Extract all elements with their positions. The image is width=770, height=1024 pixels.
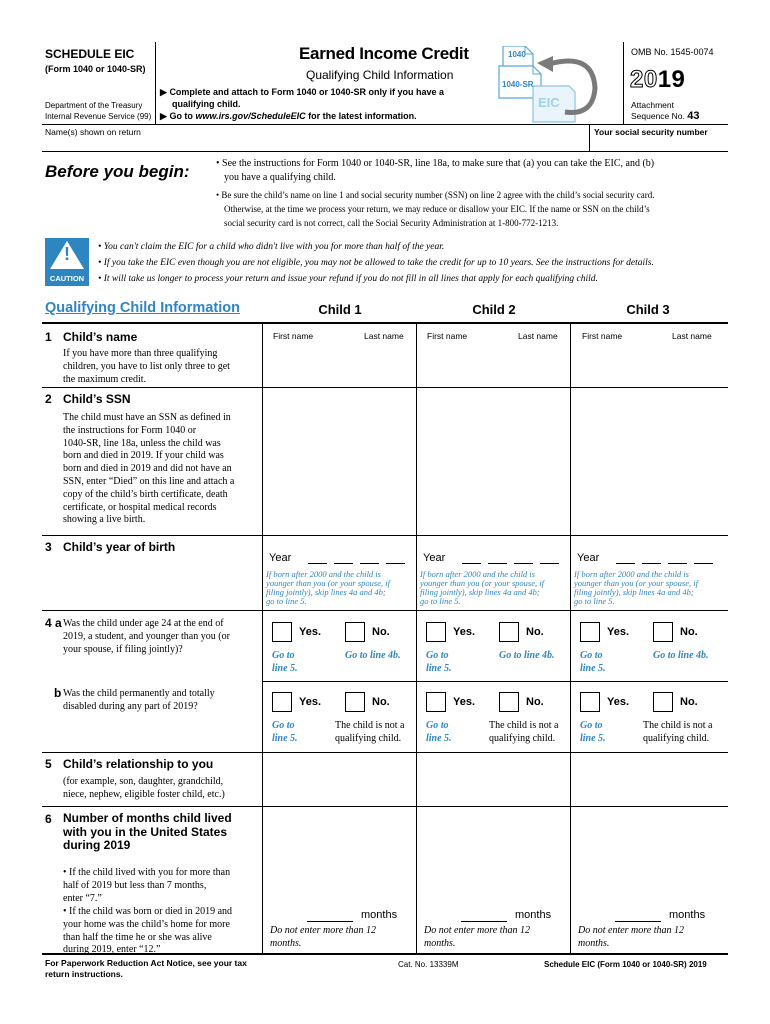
child-2-4a-yes-checkbox[interactable] bbox=[426, 622, 446, 642]
child-1-4a-goto-4b: Go to line 4b. bbox=[345, 650, 401, 661]
logo-1040sr-label: 1040-SR bbox=[502, 80, 534, 89]
line-3-title: Child’s year of birth bbox=[63, 540, 176, 554]
logo-1040-label: 1040 bbox=[508, 50, 526, 59]
ssn-divider bbox=[589, 124, 590, 152]
child-3-year-digit-3[interactable] bbox=[668, 563, 687, 564]
irs-website-link[interactable]: www.irs.gov/ScheduleEIC bbox=[195, 111, 306, 121]
child-3-4b-no-checkbox[interactable] bbox=[653, 692, 673, 712]
row-rule-2 bbox=[42, 535, 728, 536]
child-2-4a-no-checkbox[interactable] bbox=[499, 622, 519, 642]
caution-bullet-1: • You can't claim the EIC for a child who didn't live with you for more than half of the year. bbox=[98, 242, 445, 252]
child-2-4b-goto-5: Go to line 5. bbox=[426, 720, 452, 744]
child-2-4b-yes-label: Yes. bbox=[453, 696, 476, 708]
child-1-year-digit-2[interactable] bbox=[334, 563, 353, 564]
child-3-4b-not-qualifying: The child is not a qualifying child. bbox=[643, 720, 713, 744]
child-1-4b-not-qualifying: The child is not a qualifying child. bbox=[335, 720, 405, 744]
child-1-name-field[interactable] bbox=[266, 343, 412, 383]
child-2-4b-no-label: No. bbox=[526, 696, 544, 708]
logo-eic-label: EIC bbox=[538, 95, 560, 110]
child-2-year-digit-3[interactable] bbox=[514, 563, 533, 564]
caution-bullet-2: • If you take the EIC even though you are not eligible, you may not be allowed to take the credit for up to 10 years. See the instructions for details. bbox=[98, 258, 654, 268]
child-2-last-name-label: Last name bbox=[518, 331, 558, 341]
child-3-last-name-label: Last name bbox=[672, 331, 712, 341]
sequence-label: Sequence No. 43 bbox=[631, 110, 700, 122]
instruction-attach-cont: qualifying child. bbox=[172, 99, 241, 109]
child-1-4b-yes-label: Yes. bbox=[299, 696, 322, 708]
paperwork-notice-cont: return instructions. bbox=[45, 969, 123, 979]
paperwork-notice: For Paperwork Reduction Act Notice, see your tax bbox=[45, 958, 247, 968]
child-2-first-name-label: First name bbox=[427, 331, 468, 341]
line-4b-text: Was the child permanently and totally disabled during any part of 2019? bbox=[63, 688, 215, 712]
child-2-months-note: Do not enter more than 12 months. bbox=[424, 925, 531, 949]
department-label: Department of the Treasury bbox=[45, 101, 143, 110]
child-2-year-digit-2[interactable] bbox=[488, 563, 507, 564]
child-2-year-digit-4[interactable] bbox=[540, 563, 559, 564]
qualifying-child-section-title: Qualifying Child Information bbox=[45, 300, 240, 316]
triangle-bullet-icon: ▶ bbox=[160, 111, 167, 121]
form-title: Earned Income Credit bbox=[299, 44, 469, 63]
child-1-4b-no-label: No. bbox=[372, 696, 390, 708]
child-2-header: Child 2 bbox=[472, 302, 516, 317]
child-2-relationship-field[interactable] bbox=[420, 757, 566, 802]
line-5-number: 5 bbox=[45, 757, 52, 771]
child-3-4a-yes-label: Yes. bbox=[607, 626, 630, 638]
caution-bullet-3: • It will take us longer to process your return and issue your refund if you do not fill in all lines that apply for each qualifying child. bbox=[98, 274, 598, 284]
child-1-last-name-label: Last name bbox=[364, 331, 404, 341]
child-1-ssn-field[interactable] bbox=[266, 392, 412, 530]
child-3-year-note: If born after 2000 and the child is younger than you (or your spouse, if filing jointly), skip lines 4a and 4b; go to line 5. bbox=[574, 569, 698, 606]
child-3-year-digit-4[interactable] bbox=[694, 563, 713, 564]
line-5-text: (for example, son, daughter, grandchild, niece, nephew, eligible foster child, etc.) bbox=[63, 776, 225, 800]
irs-label: Internal Revenue Service (99) bbox=[45, 112, 152, 121]
child-2-year-digit-1[interactable] bbox=[462, 563, 481, 564]
child-1-4a-yes-checkbox[interactable] bbox=[272, 622, 292, 642]
names-shown-field[interactable] bbox=[45, 137, 586, 149]
child-3-4b-yes-label: Yes. bbox=[607, 696, 630, 708]
child-2-4b-no-checkbox[interactable] bbox=[499, 692, 519, 712]
child-3-4a-goto-5: Go to line 5. bbox=[580, 650, 606, 674]
child-2-ssn-field[interactable] bbox=[420, 392, 566, 530]
child-2-name-field[interactable] bbox=[420, 343, 566, 383]
schedule-name: SCHEDULE EIC bbox=[45, 47, 135, 61]
child-2-4b-yes-checkbox[interactable] bbox=[426, 692, 446, 712]
child-3-year-digit-2[interactable] bbox=[642, 563, 661, 564]
before-bullet-2-cont2: social security card is not correct, call the Social Security Administration at 1-800-772-1213. bbox=[224, 218, 559, 228]
instruction-attach: ▶ Complete and attach to Form 1040 or 1040-SR only if you have a bbox=[160, 87, 445, 97]
child-1-year-digit-1[interactable] bbox=[308, 563, 327, 564]
child-3-year-label: Year bbox=[577, 552, 600, 564]
child-1-4b-yes-checkbox[interactable] bbox=[272, 692, 292, 712]
line-1-title: Child’s name bbox=[63, 330, 138, 344]
child-1-4b-no-checkbox[interactable] bbox=[345, 692, 365, 712]
attachment-label: Attachment bbox=[631, 100, 674, 110]
column-line-3 bbox=[570, 323, 571, 953]
row-rule-1 bbox=[42, 387, 728, 388]
line-6-bullet-1: • If the child lived with you for more than half of 2019 but less than 7 months, enter “7.” bbox=[63, 867, 231, 904]
column-line-2 bbox=[416, 323, 417, 953]
child-1-months-note: Do not enter more than 12 months. bbox=[270, 925, 377, 949]
child-2-4a-yes-label: Yes. bbox=[453, 626, 476, 638]
child-1-year-digit-3[interactable] bbox=[360, 563, 379, 564]
caution-exclamation: ! bbox=[64, 244, 70, 264]
child-3-name-field[interactable] bbox=[574, 343, 724, 383]
child-3-4a-no-checkbox[interactable] bbox=[653, 622, 673, 642]
child-3-header: Child 3 bbox=[626, 302, 670, 317]
omb-number: OMB No. 1545-0074 bbox=[631, 47, 714, 57]
caution-box bbox=[45, 238, 89, 286]
child-2-4a-no-label: No. bbox=[526, 626, 544, 638]
line-5-title: Child’s relationship to you bbox=[63, 757, 214, 771]
child-2-4a-goto-4b: Go to line 4b. bbox=[499, 650, 555, 661]
child-2-year-note: If born after 2000 and the child is younger than you (or your spouse, if filing jointly), skip lines 4a and 4b; go to line 5. bbox=[420, 569, 544, 606]
child-2-4b-not-qualifying: The child is not a qualifying child. bbox=[489, 720, 559, 744]
child-3-months-note: Do not enter more than 12 months. bbox=[578, 925, 685, 949]
child-3-months-field[interactable] bbox=[615, 921, 661, 922]
line-4a-text: Was the child under age 24 at the end of 2019, a student, and younger than you (or your spouse, if filing jointly)? bbox=[63, 618, 230, 655]
child-1-year-note: If born after 2000 and the child is younger than you (or your spouse, if filing jointly), skip lines 4a and 4b; go to line 5. bbox=[266, 569, 390, 606]
child-2-4a-goto-5: Go to line 5. bbox=[426, 650, 452, 674]
child-1-header: Child 1 bbox=[318, 302, 362, 317]
line-1-number: 1 bbox=[45, 330, 52, 344]
header-divider-right bbox=[623, 42, 624, 124]
catalog-number: Cat. No. 13339M bbox=[398, 960, 459, 969]
child-1-months-label: months bbox=[361, 909, 398, 921]
child-1-first-name-label: First name bbox=[273, 331, 314, 341]
child-1-months-field[interactable] bbox=[307, 921, 353, 922]
column-line-1 bbox=[262, 323, 263, 953]
line-2-number: 2 bbox=[45, 392, 52, 406]
child-1-year-label: Year bbox=[269, 552, 292, 564]
child-1-4a-no-label: No. bbox=[372, 626, 390, 638]
row-rule-4a bbox=[262, 681, 728, 682]
line-6-title: Number of months child lived with you in the United States during 2019 bbox=[63, 811, 232, 852]
row-rule-3 bbox=[42, 610, 728, 611]
child-3-4a-goto-4b: Go to line 4b. bbox=[653, 650, 709, 661]
row-rule-4b bbox=[42, 752, 728, 753]
before-you-begin-heading: Before you begin: bbox=[45, 162, 190, 181]
form-reference: (Form 1040 or 1040-SR) bbox=[45, 64, 146, 74]
names-shown-label: Name(s) shown on return bbox=[45, 127, 141, 137]
child-1-4a-yes-label: Yes. bbox=[299, 626, 322, 638]
child-2-months-label: months bbox=[515, 909, 552, 921]
ssn-label: Your social security number bbox=[594, 127, 708, 137]
child-3-relationship-field[interactable] bbox=[574, 757, 724, 802]
line-4a-number: 4 a bbox=[45, 616, 62, 630]
before-bullet-1-cont: you have a qualifying child. bbox=[224, 172, 336, 183]
triangle-bullet-icon: ▶ bbox=[160, 87, 167, 97]
child-1-year-digit-4[interactable] bbox=[386, 563, 405, 564]
child-3-4b-no-label: No. bbox=[680, 696, 698, 708]
form-subtitle: Qualifying Child Information bbox=[306, 68, 454, 82]
line-6-bullet-2: • If the child was born or died in 2019 and your home was the child’s home for more than half the time he or she was alive during 2019, enter “12.” bbox=[63, 906, 233, 956]
row-rule-5 bbox=[42, 806, 728, 807]
line-2-title: Child’s SSN bbox=[63, 392, 131, 406]
child-3-first-name-label: First name bbox=[582, 331, 623, 341]
table-top-rule bbox=[42, 322, 728, 324]
line-2-text: The child must have an SSN as defined in the instructions for Form 1040 or 1040-SR, line 18a, unless the child was born and died in 2019. If your child was born and died in 2019 and did not have an SSN, enter “Died” on this line and attach a copy of the child’s birth certificate, death certificate, or hospital medical records showing a live birth. bbox=[63, 412, 235, 526]
line-3-number: 3 bbox=[45, 540, 52, 554]
child-3-4b-goto-5: Go to line 5. bbox=[580, 720, 606, 744]
child-3-months-label: months bbox=[669, 909, 706, 921]
child-1-4a-no-checkbox[interactable] bbox=[345, 622, 365, 642]
child-3-4a-no-label: No. bbox=[680, 626, 698, 638]
child-3-4a-yes-checkbox[interactable] bbox=[580, 622, 600, 642]
tax-year: 2019 bbox=[630, 66, 686, 93]
before-bullet-1: • See the instructions for Form 1040 or 1040-SR, line 18a, to make sure that (a) you can take the EIC, and (b) bbox=[216, 158, 655, 169]
child-2-year-label: Year bbox=[423, 552, 446, 564]
footer-form-name: Schedule EIC (Form 1040 or 1040-SR) 2019 bbox=[544, 960, 707, 969]
child-1-relationship-field[interactable] bbox=[266, 757, 412, 802]
before-bullet-2: • Be sure the child’s name on line 1 and social security number (SSN) on line 2 agree with the child’s social security card. bbox=[216, 190, 655, 200]
child-3-year-digit-1[interactable] bbox=[616, 563, 635, 564]
line-4b-number: b bbox=[54, 686, 62, 700]
header-divider-left bbox=[155, 42, 156, 124]
line-6-number: 6 bbox=[45, 812, 52, 826]
before-bullet-2-cont1: Otherwise, at the time we process your return, we may reduce or disallow your EIC. If the name or SSN on the child’s bbox=[224, 204, 650, 214]
instruction-website: ▶ Go to www.irs.gov/ScheduleEIC for the latest information. bbox=[160, 111, 417, 121]
caution-label: CAUTION bbox=[49, 274, 85, 283]
child-1-4a-goto-5: Go to line 5. bbox=[272, 650, 298, 674]
child-3-ssn-field[interactable] bbox=[574, 392, 724, 530]
header-bottom-rule bbox=[42, 124, 728, 125]
child-1-4b-goto-5: Go to line 5. bbox=[272, 720, 298, 744]
sequence-number: 43 bbox=[687, 110, 700, 122]
ssn-field[interactable] bbox=[594, 137, 726, 150]
child-3-4b-yes-checkbox[interactable] bbox=[580, 692, 600, 712]
line-1-text: If you have more than three qualifying children, you have to list only three to get the maximum credit. bbox=[63, 348, 230, 385]
name-row-rule bbox=[42, 151, 728, 152]
child-2-months-field[interactable] bbox=[461, 921, 507, 922]
